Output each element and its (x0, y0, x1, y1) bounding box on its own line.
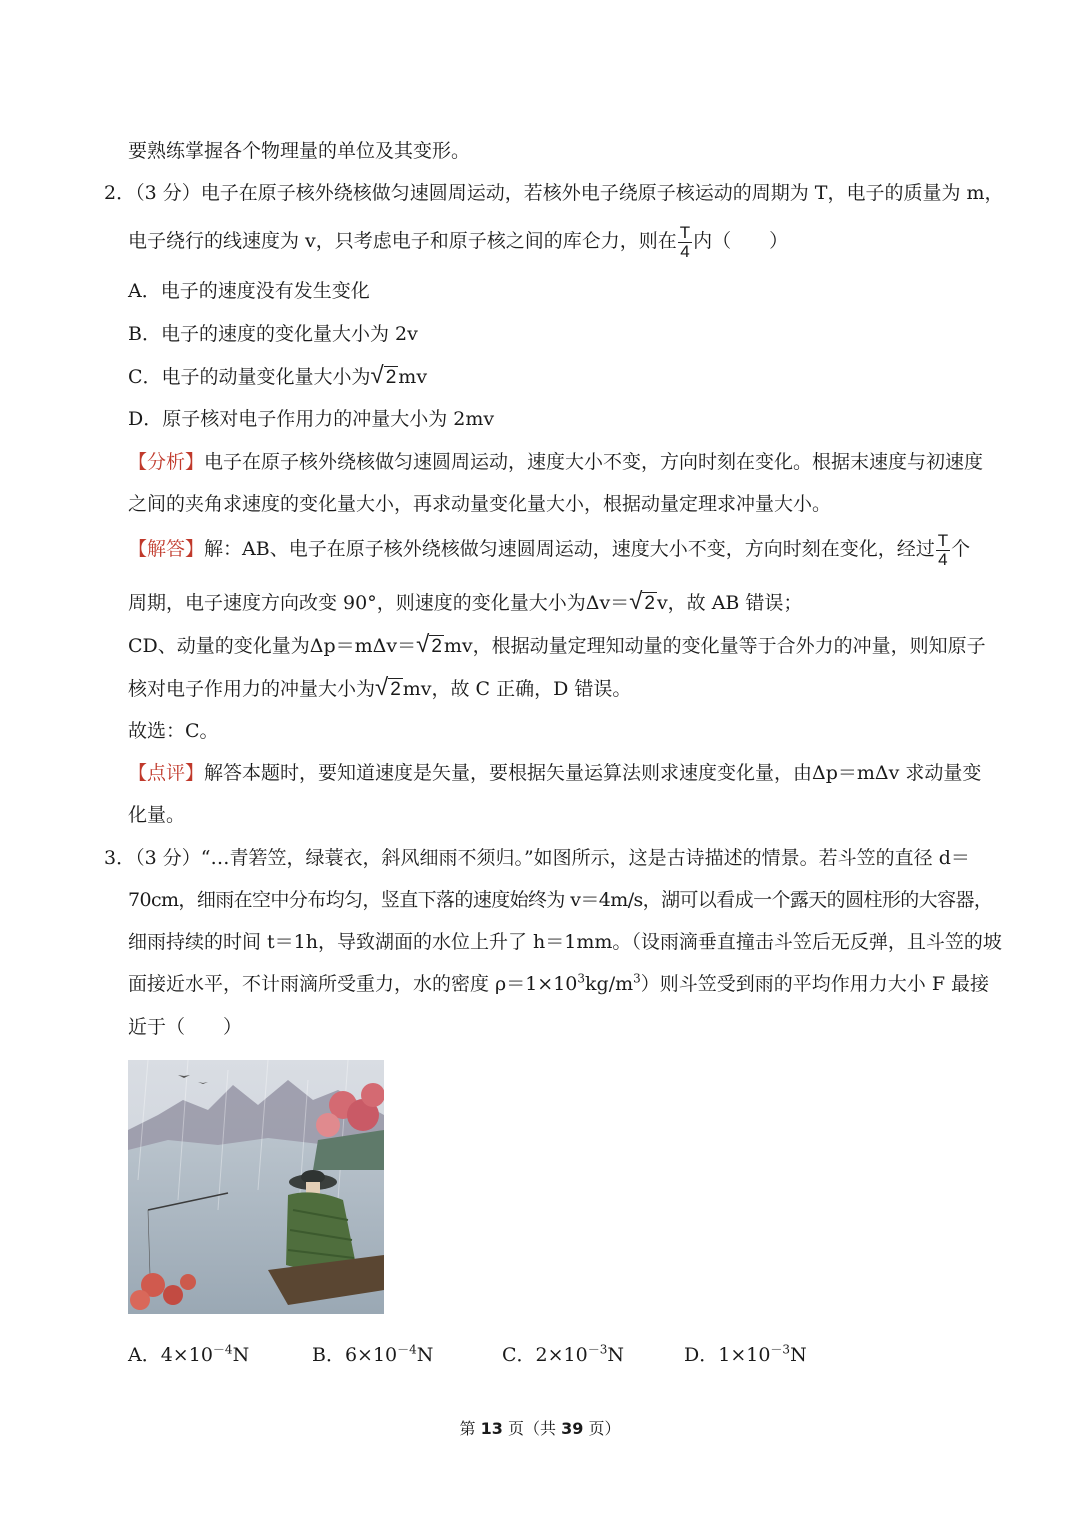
q2-option-b (128, 321, 418, 347)
option-d-unit: N (790, 1344, 807, 1366)
option-a-unit: N (232, 1344, 250, 1366)
q2-analysis-line2 (128, 491, 831, 517)
q3-line4 (128, 971, 989, 997)
q3-line1 (104, 845, 970, 871)
q2-option-a (128, 278, 370, 304)
q2-number: 2． (104, 182, 136, 204)
fisherman-painting (128, 1060, 384, 1314)
sqrt-symbol: √ 2 (375, 674, 401, 701)
option-d-base: D．1×10 (684, 1344, 771, 1366)
option-b-unit: N (416, 1344, 434, 1366)
q3-number: 3． (104, 847, 136, 869)
answer-text2a: 周期，电子速度方向改变 90°，则速度的变化量大小为Δv＝ (128, 592, 630, 614)
page-number: 13 (480, 1419, 503, 1438)
q3-option-b (312, 1342, 433, 1368)
q2-comment-line2 (128, 802, 185, 828)
choice-text: 故选：C。 (128, 720, 219, 742)
q3-text4c: ）则斗笠受到雨的平均作用力大小 F 最接 (640, 973, 990, 995)
sqrt-symbol: √ 2 (416, 631, 442, 658)
exponent: 3 (633, 971, 641, 986)
exponent: 3 (577, 971, 586, 986)
exponent: －3 (770, 1342, 791, 1357)
q2-stem-text2b: 内（ ） (693, 230, 789, 252)
q3-text5: 近于（ ） (128, 1016, 243, 1038)
q2-answer-line1 (128, 528, 970, 570)
answer-text3a: CD、动量的变化量为Δp＝mΔv＝ (128, 635, 417, 657)
sqrt-radicand: 2 (431, 636, 442, 657)
answer-text1a: 解：AB、电子在原子核外绕核做匀速圆周运动，速度大小不变，方向时刻在变化，经过 (204, 538, 935, 560)
footer-post: 页） (583, 1419, 621, 1438)
page-total: 39 (561, 1419, 584, 1438)
q2-option-c (128, 363, 427, 391)
sqrt-radicand: 2 (390, 679, 401, 700)
answer-tag: 【解答】 (128, 538, 205, 560)
exponent: －3 (587, 1342, 608, 1357)
q2-option-d (128, 406, 494, 432)
option-c-unit: mv (398, 366, 428, 388)
option-c-base: C．2×10 (502, 1344, 588, 1366)
option-c-text: C．电子的动量变化量大小为 (128, 366, 371, 388)
q3-line3 (128, 929, 1002, 955)
q3-text1: “…青箬笠，绿蓑衣，斜风细雨不须归。”如图所示，这是古诗描述的情景。若斗笠的直径 d＝ (200, 847, 970, 869)
exponent: －4 (212, 1342, 233, 1357)
option-a-base: A．4×10 (128, 1344, 213, 1366)
q2-answer-line3 (128, 632, 986, 660)
page-footer (0, 1416, 1080, 1439)
footer-pre: 第 (459, 1419, 481, 1438)
answer-text2b: v，故 AB 错误； (656, 592, 803, 614)
painting-svg (128, 1060, 384, 1314)
answer-text4a: 核对电子作用力的冲量大小为 (128, 678, 376, 700)
q3-option-d (684, 1342, 807, 1368)
option-b-text: B．电子的速度的变化量大小为 2v (128, 323, 418, 345)
q2-score: （3 分） (135, 182, 201, 204)
option-d-text: D．原子核对电子作用力的冲量大小为 2mv (128, 408, 495, 430)
answer-text4b: mv，故 C 正确，D 错误。 (402, 678, 632, 700)
answer-text3b: mv，根据动量定理知动量的变化量等于合外力的冲量，则知原子 (443, 635, 986, 657)
answer-fraction (936, 532, 950, 569)
q3-option-a (128, 1342, 249, 1368)
q2-choice (128, 718, 219, 744)
sqrt-symbol: √ 2 (629, 588, 655, 615)
sqrt-symbol: √ 2 (370, 362, 397, 389)
q2-analysis-line1 (128, 449, 983, 475)
fraction-numerator: T (679, 222, 691, 242)
footer-mid: 页（共 (502, 1419, 562, 1438)
q3-line5 (128, 1014, 242, 1040)
q3-text3: 细雨持续的时间 t＝1h，导致湖面的水位上升了 h＝1mm。（设雨滴垂直撞击斗笠后无反弹，且斗笠的坡 (128, 931, 1002, 953)
q2-fraction (678, 224, 692, 261)
fraction-denominator: 4 (938, 549, 948, 569)
q2-stem-line1 (104, 180, 1004, 206)
q3-line2 (128, 887, 992, 913)
analysis-text1: 电子在原子核外绕核做匀速圆周运动，速度大小不变，方向时刻在变化。根据末速度与初速度 (204, 451, 984, 473)
comment-text1: 解答本题时，要知道速度是矢量，要根据矢量运算法则求速度变化量，由Δp＝mΔv 求动量变 (204, 762, 982, 784)
q2-stem-line2 (128, 220, 788, 262)
comment-tag: 【点评】 (128, 762, 205, 784)
option-c-unit: N (607, 1344, 624, 1366)
fraction-numerator: T (937, 530, 949, 550)
exponent: －4 (397, 1342, 417, 1357)
q3-score: （3 分） (135, 847, 201, 869)
q3-text4a: 面接近水平，不计雨滴所受重力，水的密度 ρ＝1×10 (128, 973, 578, 995)
answer-text1b: 个 (951, 538, 971, 560)
analysis-tag: 【分析】 (128, 451, 205, 473)
comment-text2: 化量。 (128, 804, 186, 826)
q2-stem-text1: 电子在原子核外绕核做匀速圆周运动，若核外电子绕原子核运动的周期为 T，电子的质量为 m， (200, 182, 1004, 204)
q2-stem-text2a: 电子绕行的线速度为 v，只考虑电子和原子核之间的库仑力，则在 (128, 230, 677, 252)
sqrt-radicand: 2 (644, 593, 655, 614)
q2-answer-line2 (128, 589, 802, 617)
q2-answer-line4 (128, 675, 631, 703)
q2-comment-line1 (128, 760, 981, 786)
sqrt-radicand: 2 (385, 367, 397, 388)
intro-line (128, 138, 470, 164)
option-a-text: A．电子的速度没有发生变化 (128, 280, 370, 302)
intro-text: 要熟练掌握各个物理量的单位及其变形。 (128, 140, 471, 162)
q3-text4b: kg/m (585, 973, 634, 995)
fraction-denominator: 4 (680, 241, 690, 261)
q3-text2: 70cm，细雨在空中分布均匀，竖直下落的速度始终为 v＝4m/s，湖可以看成一个露天的圆柱形的大容器， (128, 889, 993, 911)
analysis-text2: 之间的夹角求速度的变化量大小，再求动量变化量大小，根据动量定理求冲量大小。 (128, 493, 832, 515)
q3-option-c (502, 1342, 624, 1368)
option-b-base: B．6×10 (312, 1344, 398, 1366)
